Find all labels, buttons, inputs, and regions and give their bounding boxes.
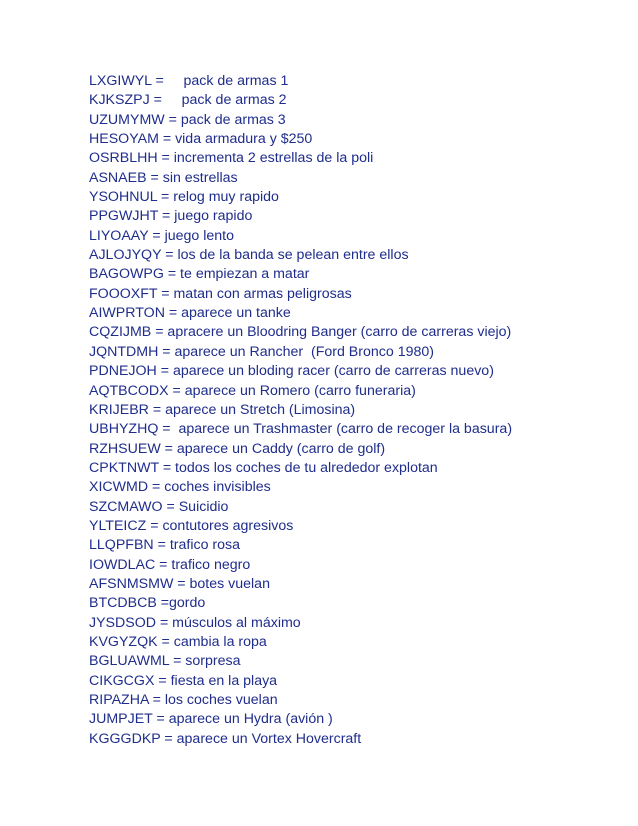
cheat-code-line: ASNAEB = sin estrellas bbox=[89, 169, 238, 186]
cheat-code-line: RIPAZHA = los coches vuelan bbox=[89, 692, 278, 708]
cheat-code-line: CQZIJMB = apracere un Bloodring Banger (carro de carreras viejo) bbox=[89, 324, 512, 341]
cheat-code-line: LIYOAAY = juego lento bbox=[89, 227, 234, 244]
cheat-code-line: BGLUAWML = sorpresa bbox=[89, 653, 241, 670]
cheat-code-line: KGGGDKP = aparece un Vortex Hovercraft bbox=[89, 730, 362, 747]
cheat-code-line: HESOYAM = vida armadura y $250 bbox=[89, 131, 313, 148]
cheat-code-line: JUMPJET = aparece un Hydra (avión ) bbox=[89, 711, 333, 728]
cheat-code-line: AJLOJYQY = los de la banda se pelean entre ellos bbox=[89, 247, 409, 264]
cheat-code-line: AIWPRTON = aparece un tanke bbox=[89, 305, 291, 322]
cheat-code-line: JQNTDMH = aparece un Rancher (Ford Bronco 1980) bbox=[89, 343, 434, 360]
cheat-code-line: SZCMAWO = Suicidio bbox=[89, 498, 229, 515]
cheat-code-line: LXGIWYL = pack de armas 1 bbox=[89, 73, 289, 89]
cheat-code-line: YSOHNUL = relog muy rapido bbox=[89, 189, 279, 206]
cheat-code-line: KJKSZPJ = pack de armas 2 bbox=[89, 92, 287, 109]
cheat-code-line: AFSNMSMW = botes vuelan bbox=[89, 575, 270, 592]
cheat-code-line: UZUMYMW = pack de armas 3 bbox=[89, 111, 286, 128]
cheat-code-list bbox=[89, 72, 512, 749]
cheat-code-line: XICWMD = coches invisibles bbox=[89, 479, 271, 496]
cheat-code-line: IOWDLAC = trafico negro bbox=[89, 556, 251, 573]
cheat-code-line: PPGWJHT = juego rapido bbox=[89, 208, 253, 225]
cheat-code-line: UBHYZHQ = aparece un Trashmaster (carro de recoger la basura) bbox=[89, 421, 513, 438]
cheat-code-line: YLTEICZ = contutores agresivos bbox=[89, 517, 294, 534]
cheat-code-line: FOOOXFT = matan con armas peligrosas bbox=[89, 285, 352, 302]
cheat-code-line: CIKGCGX = fiesta en la playa bbox=[89, 672, 278, 689]
cheat-code-line: JYSDSOD = músculos al máximo bbox=[89, 614, 301, 631]
cheat-code-line: CPKTNWT = todos los coches de tu alrededor explotan bbox=[89, 459, 438, 476]
cheat-code-line: BAGOWPG = te empiezan a matar bbox=[89, 266, 310, 283]
cheat-code-line: LLQPFBN = trafico rosa bbox=[89, 537, 240, 554]
cheat-code-line: OSRBLHH = incrementa 2 estrellas de la poli bbox=[89, 150, 374, 167]
cheat-code-line: BTCDBCB =gordo bbox=[89, 595, 206, 612]
cheat-code-line: KRIJEBR = aparece un Stretch (Limosina) bbox=[89, 401, 356, 418]
cheat-code-line: KVGYZQK = cambia la ropa bbox=[89, 633, 267, 650]
cheat-code-line: RZHSUEW = aparece un Caddy (carro de golf) bbox=[89, 440, 386, 457]
cheat-code-line: AQTBCODX = aparece un Romero (carro funeraria) bbox=[89, 382, 416, 399]
cheat-code-line: PDNEJOH = aparece un bloding racer (carro de carreras nuevo) bbox=[89, 363, 494, 380]
